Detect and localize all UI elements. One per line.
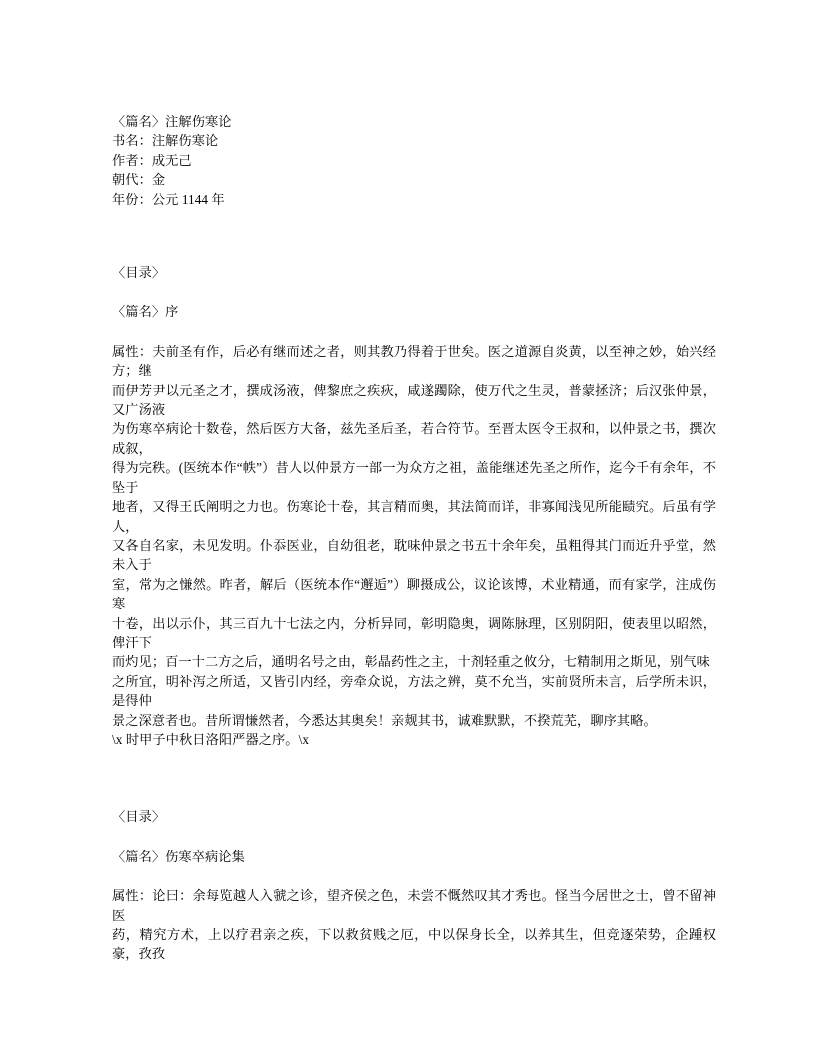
- catalog-marker-preface: 〈目录〉: [112, 265, 166, 281]
- spacer: [112, 827, 716, 847]
- body-line: 为伤寒卒病论十数卷，然后医方大备，兹先圣后圣，若合符节。至晋太医令王叔和，以仲景之书，撰次成叙，: [112, 421, 716, 456]
- section-preface: [112, 263, 716, 749]
- body-line: 室，常为之慊然。昨者，解后（医统本作“邂逅”）聊摄成公，议论该博，术业精通，而有家学，注成伤寒: [112, 576, 716, 612]
- body-line: 属性：夫前圣有作，后必有继而述之者，则其教乃得着于世矣。医之道源自炎黄，以至神之妙，始兴经方；继: [112, 343, 716, 379]
- body-line: 之所宜，明补泻之所适，又皆引内经，旁牵众说，方法之辨，莫不允当，实前贤所未言，后学所未识，是得仲: [112, 673, 716, 709]
- section-body-shanghan: [112, 886, 716, 964]
- spacer: [112, 749, 716, 807]
- spacer: [112, 209, 716, 263]
- section-title-shanghan: 〈篇名〉伤寒卒病论集: [112, 848, 245, 864]
- body-line: 景之深意者也。昔所谓慊然者，今悉达其奥矣！亲觌其书，诚难默默，不揆荒芜，聊序其略。: [112, 712, 657, 728]
- body-line: 地者，又得王氏阐明之力也。伤寒论十卷，其言精而奥，其法简而详，非寡闻浅见所能赜究。后虽有学人，: [112, 499, 716, 534]
- body-line: \x 时甲子中秋日洛阳严器之序。\x: [112, 731, 310, 747]
- body-line: 又各自名家，未见发明。仆忝医业，自幼徂老，耽味仲景之书五十余年矣，虽粗得其门而近升乎堂，然未入于: [112, 537, 716, 573]
- metadata-line-dynasty: 朝代：金: [112, 172, 166, 188]
- spacer: [112, 282, 716, 302]
- metadata-block: [112, 112, 716, 209]
- metadata-line-year: 年份：公元 1144 年: [112, 191, 225, 207]
- body-line: 属性：论曰：余每览越人入虢之诊，望齐侯之色，未尝不慨然叹其才秀也。怪当今居世之士，曾不留神医: [112, 888, 716, 923]
- body-line: 得为完秩。(医统本作“帙”）昔人以仲景方一部一为众方之祖，盖能继述先圣之所作，迄今千有余年，不坠于: [112, 460, 716, 495]
- metadata-line-author: 作者：成无己: [112, 152, 192, 168]
- section-body-preface: [112, 342, 716, 750]
- metadata-line-book: 书名：注解伤寒论: [112, 133, 219, 149]
- section-shanghan: [112, 807, 716, 963]
- body-line: 十卷，出以示仆，其三百九十七法之内，分析异同，彰明隐奥，调陈脉理，区别阴阳，使表里以昭然，俾汗下: [112, 615, 716, 650]
- body-line: 而伊芳尹以元圣之才，撰成汤液，俾黎庶之疾疢，咸遂躅除，使万代之生灵，普蒙拯济；后汉张仲景，又广汤液: [112, 382, 716, 418]
- metadata-line-title: 〈篇名〉注解伤寒论: [112, 114, 232, 129]
- catalog-marker-shanghan: 〈目录〉: [112, 809, 166, 825]
- body-line: 而灼见；百一十二方之后，通明名号之由，彰晶药性之主，十剂轻重之攸分，七精制用之斯见，别气味: [112, 654, 710, 670]
- spacer: [112, 866, 716, 886]
- body-line: 药，精究方术，上以疗君亲之疾，下以救贫贱之厄，中以保身长全，以养其生，但竞逐荣势，企踵权豪，孜孜: [112, 927, 716, 962]
- section-title-preface: 〈篇名〉序: [112, 304, 179, 320]
- spacer: [112, 322, 716, 342]
